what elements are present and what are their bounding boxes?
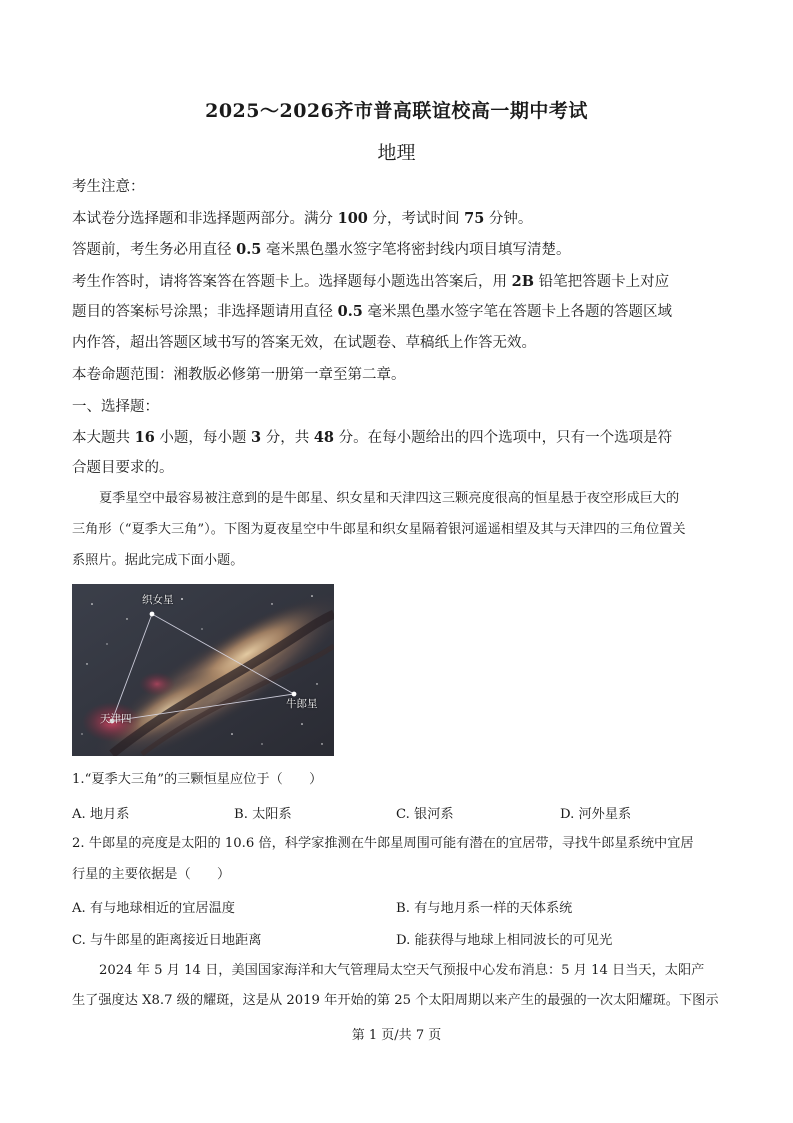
question-2-option-b[interactable]: B. 有与地月系一样的天体系统 xyxy=(396,901,573,916)
section-heading: 一、选择题： xyxy=(72,399,159,415)
section-description-line-2: 合题目要求的。 xyxy=(72,460,174,476)
vega-label: 织女星 xyxy=(142,594,174,606)
notice-item-2: 答题前，考生务必用直径 0.5 毫米黑色墨水签字笔将密封线内项目填写清楚。 xyxy=(72,241,571,258)
notice-item-4: 本卷命题范围：湘教版必修第一册第一章至第二章。 xyxy=(72,367,406,383)
question-2-option-d[interactable]: D. 能获得与地球上相同波长的可见光 xyxy=(396,933,613,948)
question-1-option-a[interactable]: A. 地月系 xyxy=(72,807,130,822)
exam-subject: 地理 xyxy=(377,142,416,164)
passage-1-line-2: 三角形（“夏季大三角”）。下图为夏夜星空中牛郎星和织女星隔着银河遥遥相望及其与天津四的三角位置关 xyxy=(72,522,686,537)
question-2-option-a[interactable]: A. 有与地球相近的宜居温度 xyxy=(72,901,235,916)
question-2-stem-line-2: 行星的主要依据是（ ） xyxy=(72,867,231,882)
notice-item-1: 本试卷分选择题和非选择题两部分。满分 100 分，考试时间 75 分钟。 xyxy=(72,210,533,227)
passage-2-line-2: 生了强度达 X8.7 级的耀斑，这是从 2019 年开始的第 25 个太阳周期以来产生的最强的一次太阳耀斑。下图示 xyxy=(72,993,719,1008)
summer-triangle-photo xyxy=(72,584,334,756)
page-number: 第 1 页/共 7 页 xyxy=(351,1028,442,1043)
passage-2-line-1: 2024 年 5 月 14 日，美国国家海洋和大气管理局太空天气预报中心发布消息：5 月 14 日当天，太阳产 xyxy=(99,963,705,978)
question-1-option-d[interactable]: D. 河外星系 xyxy=(560,807,632,822)
exam-title: 2025～2026齐市普高联谊校高一期中考试 xyxy=(205,100,588,122)
altair-label: 牛郎星 xyxy=(286,698,318,710)
notice-item-3-line-3: 内作答，超出答题区域书写的答案无效，在试题卷、草稿纸上作答无效。 xyxy=(72,335,536,351)
question-1-stem: 1.“夏季大三角”的三颗恒星应位于（ ） xyxy=(72,772,323,787)
question-1-option-b[interactable]: B. 太阳系 xyxy=(234,807,292,822)
passage-1-line-1: 夏季星空中最容易被注意到的是牛郎星、织女星和天津四这三颗亮度很高的恒星悬于夜空形成巨大的 xyxy=(99,491,680,506)
passage-1-line-3: 系照片。据此完成下面小题。 xyxy=(72,553,244,568)
milky-way-image xyxy=(72,584,334,756)
vega-star xyxy=(150,612,155,617)
question-1-option-c[interactable]: C. 银河系 xyxy=(396,807,454,822)
notice-item-3-line-2: 题目的答案标号涂黑；非选择题请用直径 0.5 毫米黑色墨水签字笔在答题卡上各题的答题区域 xyxy=(72,303,672,320)
notice-item-3-line-1: 考生作答时，请将答案答在答题卡上。选择题每小题选出答案后，用 2B 铅笔把答题卡上对应 xyxy=(72,273,670,290)
question-2-option-c[interactable]: C. 与牛郎星的距离接近日地距离 xyxy=(72,933,262,948)
notice-heading: 考生注意： xyxy=(72,179,145,195)
question-2-stem-line-1: 2. 牛郎星的亮度是太阳的 10.6 倍，科学家推测在牛郎星周围可能有潜在的宜居带，寻找牛郎星系统中宜居 xyxy=(72,836,694,851)
section-description-line-1: 本大题共 16 小题，每小题 3 分，共 48 分。在每小题给出的四个选项中，只有一个选项是符 xyxy=(72,429,673,446)
deneb-label: 天津四 xyxy=(100,713,132,725)
